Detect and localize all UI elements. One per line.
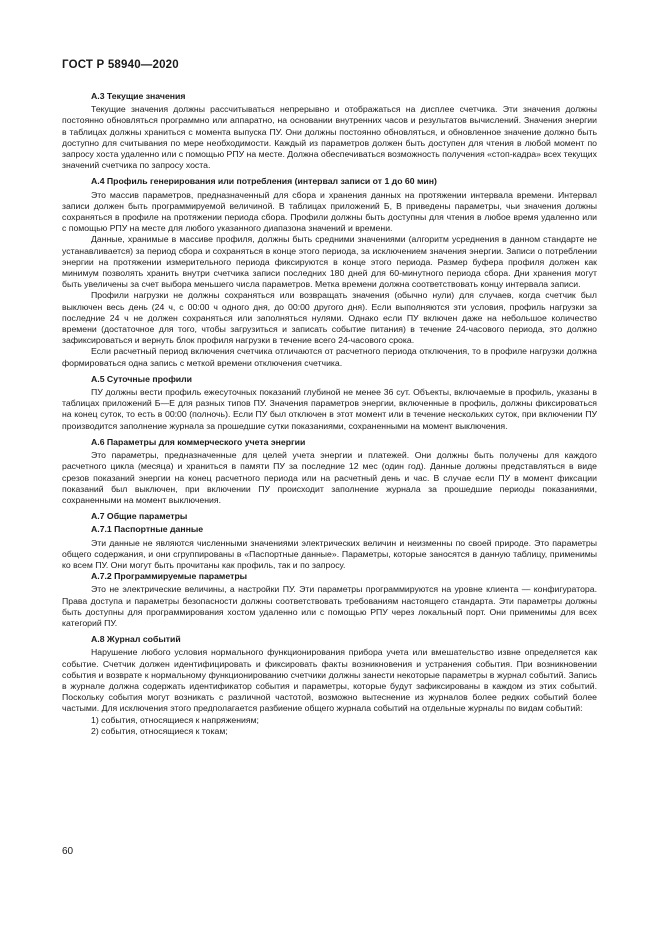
- section-title-a4: А.4 Профиль генерирования или потребления (интервал записи от 1 до 60 мин): [91, 176, 437, 187]
- list-item: 1) события, относящиеся к напряжениям;: [91, 714, 259, 725]
- paragraph: ПУ должны вести профиль ежесуточных показаний глубиной не менее 36 сут. Объекты, включаемые в профиль, указаны в таблицах приложений Б—Е для разных типов ПУ. Значения параметров энергии, включенные в профиль, должны фиксироваться на конец суток, то есть в 00:00 (полночь). Если ПУ был отключен в этот момент или в течение нескольких суток, при включении ПУ производится заполнение журнала за прошедшие сутки показаниями, сохраненными на момент выключения.: [62, 387, 597, 431]
- paragraph: Данные, хранимые в массиве профиля, должны быть средними значениями (алгоритм усреднения в данном стандарте не устанавливается) за период сбора и сохраняться в конце этого периода, за исключением значения энергии. Записи о потреблении энергии на протяжении измерительного периода фиксируются в конце этого периода. Размер буфера профиля должен как минимум позволять хранить внутри счетчика записи последних 180 дней для 60-минутного периода сбора. Дни хранения могут быть увеличены за счет выбора меньшего числа параметров. Метка времени должна соответствовать концу интервала записи.: [62, 234, 597, 290]
- paragraph: Это параметры, предназначенные для целей учета энергии и платежей. Они должны быть получены для каждого расчетного цикла (месяца) и храниться в памяти ПУ за последние 12 мес (один год). Данные должны представляться в виде срезов показаний энергии на конец расчетного периода или на расчетный день и час. В случае если ПУ в момент фиксации показаний был выключен, при включении ПУ происходит заполнение журнала за прошедшие периоды показаниями, сохраненными на момент выключения.: [62, 450, 597, 505]
- paragraph: Эти данные не являются численными значениями электрических величин и неизменны по своей природе. Это параметры общего содержания, и они сгруппированы в «Паспортные данные». Параметры, которые заносятся в данную таблицу, применимы ко всем ПУ. Они могут быть прочитаны как профиль, так и по запросу.: [62, 537, 597, 570]
- section-title-a8: А.8 Журнал событий: [91, 634, 181, 645]
- paragraph: Это массив параметров, предназначенный для сбора и хранения данных на протяжении интервала времени. Интервал записи должен быть программируемой величиной. В таблицах приложений Б, В приведены параметры, чьи значения должны сохраняться в профиле на протяжении периода сбора. Профили должны быть доступны для чтения в любое время удаленно или с помощью РПУ на месте для любого указанного диапазона значений и времени.: [62, 189, 597, 234]
- paragraph: Если расчетный период включения счетчика отличаются от расчетного периода отключения, то в профиле нагрузки должна формироваться одна запись с меткой времени отключения счетчика.: [62, 346, 597, 368]
- section-title-a7: А.7 Общие параметры: [91, 511, 188, 522]
- document-header: ГОСТ Р 58940—2020: [62, 59, 179, 71]
- paragraph: Это не электрические величины, а настройки ПУ. Эти параметры программируются на уровне клиента — конфигуратора. Права доступа и параметры безопасности должны соответствовать требованиям настоящего стандарта. Эти параметры должны быть доступны для программирования хостом удаленно или с помощью РПУ через локальный порт. Они применимы для всех категорий ПУ.: [62, 584, 597, 628]
- section-title-a3: А.3 Текущие значения: [91, 91, 186, 101]
- section-title-a7-2: А.7.2 Программируемые параметры: [91, 571, 248, 582]
- section-title-a6: А.6 Параметры для коммерческого учета энергии: [91, 436, 306, 447]
- paragraph: Профили нагрузки не должны сохраняться или возвращать значения (обычно нули) для случаев, когда счетчик был выключен весь день (24 ч, с 00:00 ч одного дня, до 00:00 другого дня). Если выполняются эти условия, профиль нагрузки за последние 24 ч не должен сохраняться или заполняться нулями. Однако если ПУ включен даже на небольшое количество времени (достаточное для того, чтобы загрузиться и записать событие питания) в течение 24-часового периода, это должно зафиксироваться и вернуть блок профиля нагрузки в течение всего 24-часового срока.: [62, 290, 597, 346]
- page-number: 60: [62, 846, 74, 857]
- section-title-a7-1: А.7.1 Паспортные данные: [91, 524, 204, 535]
- list-item: 2) события, относящиеся к токам;: [91, 725, 228, 736]
- section-title-a5: А.5 Суточные профили: [91, 373, 192, 384]
- paragraph: Текущие значения должны рассчитываться непрерывно и отображаться на дисплее счетчика. Эти значения должны постоянно обновляться программно или аппаратно, на основании внутренних часов и результатов вычислений. Значения энергии в таблицах должны храниться с момента выпуска ПУ. Они должны постоянно обновляться, и обновленное значение должно быть доступно для считывания по мере необходимости. Каждый из параметров должен быть доступен для чтения в любой момент по запросу хоста удаленно или с помощью РПУ на месте. Должна обеспечиваться возможность получения «стоп-кадра» всех текущих значений счетчика по запросу хоста.: [62, 104, 597, 171]
- document-body: [62, 91, 597, 737]
- paragraph: Нарушение любого условия нормального функционирования прибора учета или вмешательство извне определяется как событие. Счетчик должен идентифицировать и фиксировать факты возникновения и устранения события. При возникновении события и возврате к нормальному функционированию счетчики должны занести некоторые параметры в журнал событий. Запись в журнале должна содержать идентификатор события и параметры, которые будут зафиксированы в каждом из этих событий. Поскольку события могут возникать с различной частотой, возможно вытеснение из журналов более редких событий более частыми. Для исключения этого предполагается разбиение общего журнала событий на отдельные журналы по видам событий:: [62, 647, 597, 714]
